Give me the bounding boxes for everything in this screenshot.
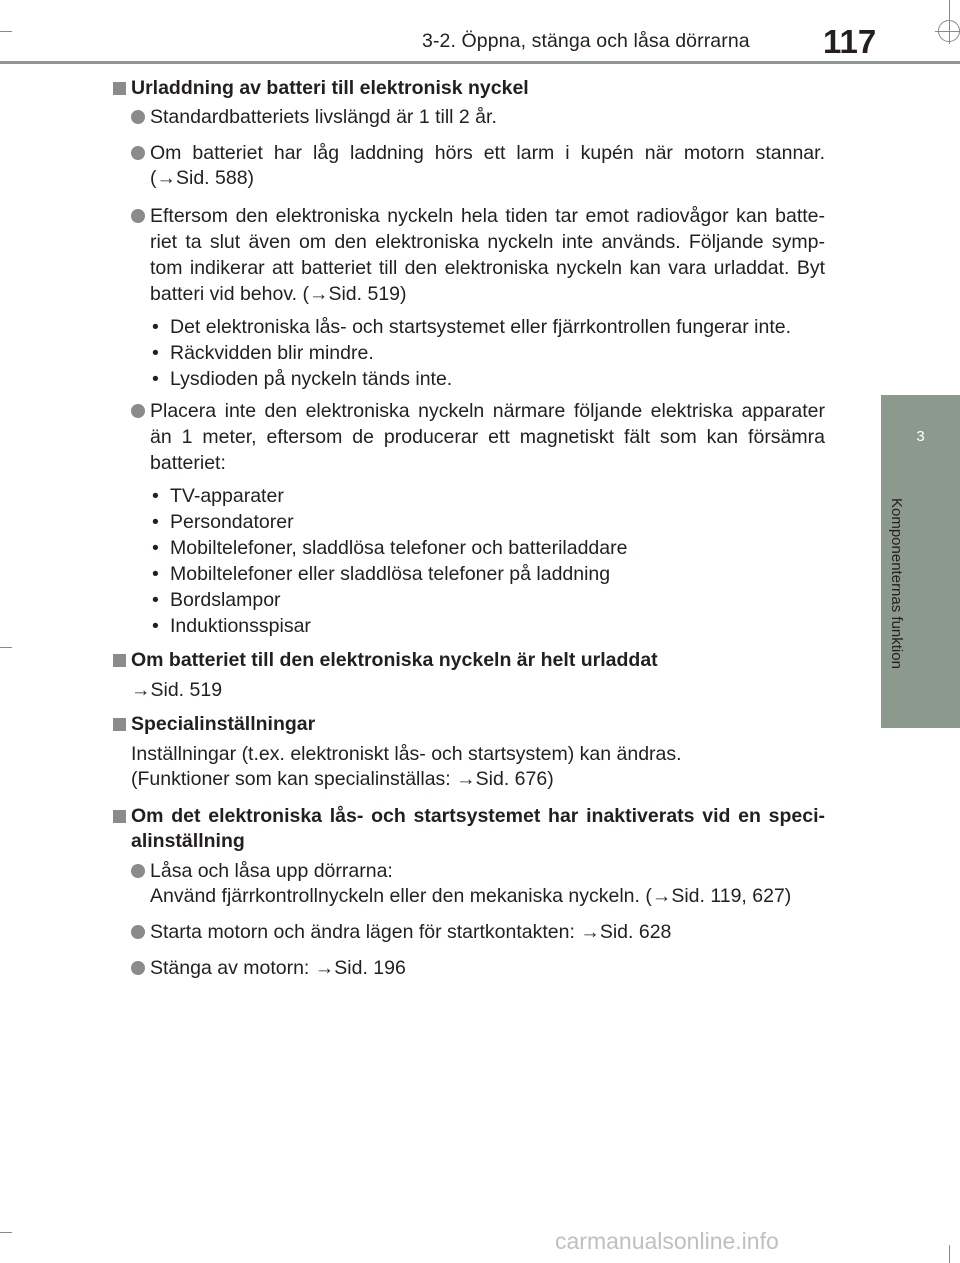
paragraph-placement: batteriet: [150, 452, 226, 474]
crop-mark [0, 1232, 12, 1233]
paragraph-placement: Placera inte den elektroniska nyckeln närmare följande elektriska apparater [150, 400, 825, 422]
paragraph-start-engine: Starta motorn och ändra lägen för startkontakten: →Sid. 628 [150, 921, 672, 943]
reference-fully-discharged: →Sid. 519 [131, 679, 223, 701]
header-rule [0, 61, 960, 64]
section-title: 3-2. Öppna, stänga och låsa dörrarna [422, 30, 750, 52]
crop-mark [0, 647, 12, 648]
crop-mark [949, 1245, 950, 1263]
list-bullet: • [152, 485, 159, 507]
list-bullet: • [152, 563, 159, 585]
bullet-dot-icon [131, 404, 145, 418]
list-item-device: Induktionsspisar [170, 615, 311, 637]
crop-mark [938, 20, 960, 42]
list-item-symptom: Det elektroniska lås- och startsystemet eller fjärrkontrollen fungerar inte. [170, 316, 792, 338]
paragraph-placement: än 1 meter, eftersom de producerar ett magnetiskt fält som kan försämra [150, 426, 825, 448]
crop-mark [0, 31, 12, 32]
bullet-dot-icon [131, 146, 145, 160]
bullet-dot-icon [131, 864, 145, 878]
list-item-device: TV-apparater [170, 485, 284, 507]
list-bullet: • [152, 537, 159, 559]
paragraph-stop-engine: Stänga av motorn: →Sid. 196 [150, 957, 406, 979]
section-square-icon [113, 810, 126, 823]
paragraph-battery-life: Standardbatteriets livslängd är 1 till 2 år. [150, 106, 497, 128]
paragraph-radio-waves: riet ta slut även om den elektroniska nyckeln inte används. Följande symp- [150, 231, 825, 253]
bullet-dot-icon [131, 961, 145, 975]
list-bullet: • [152, 589, 159, 611]
paragraph-radio-waves: Eftersom den elektroniska nyckeln hela tiden tar emot radiovågor kan batte- [150, 205, 825, 227]
section-square-icon [113, 718, 126, 731]
paragraph-radio-waves: tom indikerar att batteriet till den elektroniska nyckeln kan vara urladdat. Byt [150, 257, 825, 279]
list-item-symptom: Räckvidden blir mindre. [170, 342, 374, 364]
chapter-title: Komponenternas funktion [888, 498, 905, 669]
heading-system-deactivated: alinställning [131, 830, 245, 852]
paragraph-custom-settings: Inställningar (t.ex. elektroniskt lås- och startsystem) kan ändras. [131, 743, 682, 765]
list-bullet: • [152, 316, 159, 338]
list-bullet: • [152, 511, 159, 533]
paragraph-radio-waves: batteri vid behov. (→Sid. 519) [150, 283, 407, 305]
list-item-device: Mobiltelefoner eller sladdlösa telefoner på laddning [170, 563, 611, 585]
paragraph-lock-unlock: Låsa och låsa upp dörrarna: [150, 860, 393, 882]
heading-custom-settings: Specialinställningar [131, 713, 316, 735]
list-bullet: • [152, 342, 159, 364]
watermark: carmanualsonline.info [555, 1228, 779, 1254]
heading-battery-discharge: Urladdning av batteri till elektronisk nyckel [131, 77, 529, 99]
list-bullet: • [152, 615, 159, 637]
paragraph-custom-settings: (Funktioner som kan specialinställas: →Sid. 676) [131, 768, 554, 790]
list-item-device: Persondatorer [170, 511, 294, 533]
bullet-dot-icon [131, 209, 145, 223]
paragraph-low-charge-ref: (→Sid. 588) [150, 167, 255, 189]
list-bullet: • [152, 368, 159, 390]
list-item-device: Bordslampor [170, 589, 281, 611]
list-item-symptom: Lysdioden på nyckeln tänds inte. [170, 368, 453, 390]
heading-system-deactivated: Om det elektroniska lås- och startsystemet har inaktiverats vid en speci- [131, 805, 825, 827]
paragraph-lock-unlock: Använd fjärrkontrollnyckeln eller den mekaniska nyckeln. (→Sid. 119, 627) [150, 885, 792, 907]
section-square-icon [113, 654, 126, 667]
chapter-number: 3 [916, 428, 925, 445]
heading-fully-discharged: Om batteriet till den elektroniska nyckeln är helt urladdat [131, 649, 658, 671]
bullet-dot-icon [131, 925, 145, 939]
bullet-dot-icon [131, 110, 145, 124]
list-item-device: Mobiltelefoner, sladdlösa telefoner och batteriladdare [170, 537, 628, 559]
section-square-icon [113, 82, 126, 95]
page-number: 117 [823, 23, 877, 60]
paragraph-low-charge: Om batteriet har låg laddning hörs ett larm i kupén när motorn stannar. [150, 142, 825, 164]
